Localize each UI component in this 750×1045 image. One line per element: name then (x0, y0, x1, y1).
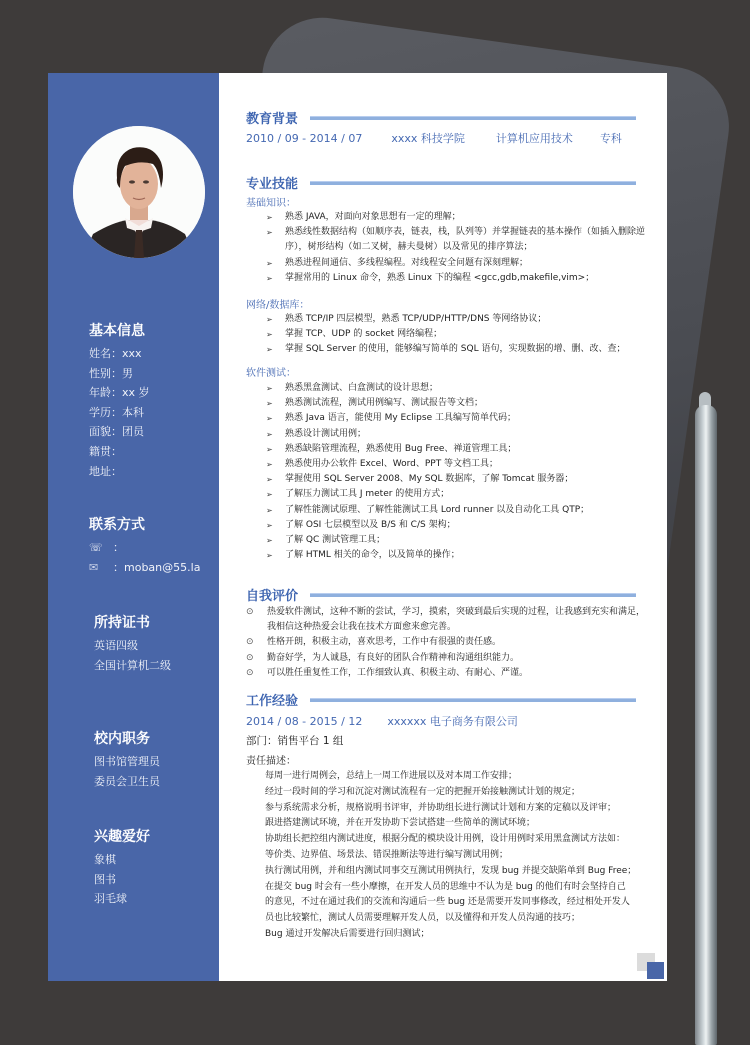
duty-line: 每周一进行周例会，总结上一周工作进展以及对本周工作安排； (265, 771, 518, 781)
phone-value: ： (113, 541, 124, 554)
list-item: ➢ 掌握 TCP、UDP 的 socket 网络编程； (266, 327, 646, 342)
list-item: ➢ 了解 HTML 相关的命令，以及简单的操作； (266, 548, 646, 563)
list-item: ➢ 熟悉设计测试用例； (266, 427, 646, 442)
arrow-bullet-icon: ➢ (266, 444, 273, 454)
list-item: ⊙ 可以胜任重复性工作，工作细致认真、积极主动、有耐心、严谨。 (246, 666, 646, 681)
hobby-item: 图书 (94, 872, 116, 886)
education-title: 教育背景 (246, 112, 299, 127)
work-company: xxxxxx 电子商务有限公司 (387, 715, 518, 728)
contact-title: 联系方式 (89, 517, 145, 533)
list-item: ➢ 了解压力测试工具 J meter 的使用方式； (266, 487, 646, 502)
arrow-bullet-icon: ➢ (266, 429, 273, 439)
circle-dot-bullet-icon: ⊙ (246, 667, 254, 678)
basic-info-section (89, 320, 150, 481)
list-item: ➢ 熟悉使用办公软件 Excel、Word、PPT 等文档工具； (266, 457, 646, 472)
background-pen (695, 405, 717, 1045)
skills-network-list (266, 312, 646, 358)
contact-section (89, 514, 200, 577)
list-item: ➢ 熟悉 TCP/IP 四层模型，熟悉 TCP/UDP/HTTP/DNS 等网络协议； (266, 312, 646, 327)
duty-label: 责任描述： (246, 756, 296, 767)
info-address: 地址： (89, 464, 122, 478)
education-school: xxxx 科技学院 (391, 132, 465, 145)
certificate-item: 全国计算机二级 (94, 658, 171, 672)
hobbies-section (94, 826, 150, 909)
section-divider (310, 698, 636, 702)
campus-role-item: 委员会卫生员 (94, 774, 160, 788)
avatar (73, 126, 205, 258)
list-item: ➢ 熟悉 JAVA，对面向对象思想有一定的理解； (266, 210, 646, 225)
arrow-bullet-icon: ➢ (266, 505, 273, 515)
hobbies-title: 兴趣爱好 (94, 829, 150, 845)
list-item: ➢ 熟悉线性数据结构（如顺序表，链表，栈，队列等）并掌握链表的基本操作（如插入删除逆序），树形结构（如二叉树，赫夫曼树）以及常见的排序算法； (266, 227, 646, 253)
list-item: ➢ 了解 QC 测试管理工具； (266, 533, 646, 548)
arrow-bullet-icon: ➢ (266, 399, 273, 409)
arrow-bullet-icon: ➢ (266, 258, 273, 268)
work-title: 工作经验 (246, 694, 299, 709)
skills-group-label: 网络/数据库： (246, 300, 310, 311)
certificates-section (94, 612, 171, 675)
arrow-bullet-icon: ➢ (266, 315, 273, 324)
info-hometown: 籍贯： (89, 444, 122, 458)
info-age: 年龄：xx 岁 (89, 386, 150, 400)
self-eval-header (246, 585, 636, 604)
duty-line: 参与系统需求分析，规格说明书评审，并协助组长进行测试计划和方案的定稿以及评审； (265, 802, 617, 813)
sidebar (48, 73, 219, 981)
list-item: ➢ 掌握使用 SQL Server 2008、My SQL 数据库，了解 Tomcat 服务器； (266, 472, 646, 487)
list-item: ⊙ 热爱软件测试，这种不断的尝试，学习，摸索，突破到最后实现的过程，让我感到充实和满足，我相信这种热爱会让我在技术方面愈来愈完善。 (246, 607, 646, 633)
list-item: ➢ 了解 OSI 七层模型以及 B/S 和 C/S 架构； (266, 518, 646, 533)
contact-email (89, 558, 200, 578)
work-department: 部门：销售平台 1 组 (246, 735, 344, 747)
info-gender: 性别：男 (89, 366, 133, 380)
education-row (246, 130, 622, 146)
duty-line: 在提交 bug 时会有一些小摩擦，在开发人员的思维中不认为是 bug 的他们有时会坚持自己 (265, 881, 626, 892)
list-item: ⊙ 性格开朗，积极主动，喜欢思考，工作中有很强的责任感。 (246, 635, 646, 650)
campus-roles-section (94, 728, 160, 791)
list-item: ➢ 熟悉进程间通信、多线程编程。对线程安全问题有深刻理解； (266, 256, 646, 271)
campus-roles-title: 校内职务 (94, 731, 150, 747)
campus-role-item: 图书馆管理员 (94, 755, 160, 768)
list-item: ➢ 熟悉黑盒测试、白盒测试的设计思想； (266, 381, 646, 396)
section-divider (310, 593, 636, 597)
section-divider (310, 181, 636, 185)
list-item: ➢ 掌握 SQL Server 的使用，能够编写简单的 SQL 语句，实现数据的增、删、改、查； (266, 342, 646, 357)
corner-decoration-blue (647, 962, 664, 979)
duty-line: 员也比较繁忙，测试人员需要理解开发人员，以及懂得和开发人员沟通的技巧； (265, 913, 581, 924)
arrow-bullet-icon: ➢ (266, 475, 273, 485)
education-period: 2010 / 09 - 2014 / 07 (246, 132, 363, 145)
hobby-item: 羽毛球 (94, 892, 127, 906)
phone-icon: ☏ (89, 541, 103, 554)
hobby-item: 象棋 (94, 853, 116, 866)
arrow-bullet-icon: ➢ (266, 384, 273, 393)
skills-group-label: 基础知识： (246, 198, 296, 209)
list-item: ➢ 熟悉测试流程，测试用例编写、测试报告等文档； (266, 396, 646, 411)
duty-line: Bug 通过开发解决后需要进行回归测试； (265, 928, 430, 939)
circle-dot-bullet-icon: ⊙ (246, 607, 254, 617)
resume-page (48, 73, 667, 981)
list-item: ➢ 了解性能测试原理、了解性能测试工具 Lord runner 以及自动化工具 QTP； (266, 503, 646, 518)
skills-title: 专业技能 (246, 177, 299, 192)
education-degree: 专科 (599, 132, 622, 145)
basic-info-title: 基本信息 (89, 323, 145, 339)
duty-line: 执行测试用例，并和组内测试同事交互测试用例执行，发现 bug 并提交缺陷单到 Bug Free； (265, 865, 637, 876)
arrow-bullet-icon: ➢ (266, 490, 273, 500)
portrait-photo (73, 126, 205, 258)
arrow-bullet-icon: ➢ (266, 213, 273, 222)
skills-header (246, 173, 636, 192)
arrow-bullet-icon: ➢ (266, 330, 273, 340)
skills-group-label: 软件测试： (246, 368, 296, 379)
self-eval-list (246, 605, 646, 681)
info-name: 姓名：xxx (89, 347, 142, 360)
email-icon: ✉ (89, 560, 99, 574)
duties-list (265, 769, 650, 943)
arrow-bullet-icon: ➢ (266, 460, 273, 470)
info-political-status: 面貌：团员 (89, 425, 144, 439)
duty-line: 的意见，不过在通过我们的交流和沟通后一些 bug 还是需要开发同事修改，经过相处开发人 (265, 897, 630, 908)
work-header (246, 690, 636, 709)
duty-line: 经过一段时间的学习和沉淀对测试流程有一定的把握开始接触测试计划的规定； (265, 786, 581, 797)
certificate-item: 英语四级 (94, 639, 138, 652)
circle-dot-bullet-icon: ⊙ (246, 652, 254, 663)
work-row (246, 713, 518, 729)
section-divider (310, 116, 636, 120)
duty-line: 等价类、边界值、场景法、错误推断法等进行编写测试用例； (265, 849, 509, 860)
duty-line: 跟进搭建测试环境，并在开发协助下尝试搭建一些简单的测试环境； (265, 818, 536, 829)
duty-line: 协助组长把控组内测试进度，根据分配的模块设计用例，设计用例时采用黑盒测试方法如： (265, 834, 626, 845)
arrow-bullet-icon: ➢ (266, 520, 273, 530)
self-eval-title: 自我评价 (246, 589, 299, 604)
list-item: ➢ 熟悉缺陷管理流程，熟悉使用 Bug Free、禅道管理工具； (266, 442, 646, 457)
arrow-bullet-icon: ➢ (266, 273, 273, 283)
circle-dot-bullet-icon: ⊙ (246, 637, 254, 648)
email-value[interactable]: ：moban@55.la (113, 560, 201, 574)
certificates-title: 所持证书 (94, 615, 150, 631)
list-item: ⊙ 勤奋好学，为人诚恳，有良好的团队合作精神和沟通组织能力。 (246, 651, 646, 666)
arrow-bullet-icon: ➢ (266, 345, 273, 355)
skills-basic-list (266, 210, 646, 286)
arrow-bullet-icon: ➢ (266, 414, 273, 424)
arrow-bullet-icon: ➢ (266, 536, 273, 546)
arrow-bullet-icon: ➢ (266, 551, 273, 561)
education-header (246, 108, 636, 127)
arrow-bullet-icon: ➢ (266, 228, 273, 238)
education-major: 计算机应用技术 (495, 132, 573, 145)
info-education: 学历：本科 (89, 405, 144, 419)
list-item: ➢ 掌握常用的 Linux 命令，熟悉 Linux 下的编程 <gcc,gdb,makefile,vim>； (266, 271, 646, 286)
contact-phone (89, 538, 200, 558)
skills-testing-list (266, 381, 646, 563)
work-period: 2014 / 08 - 2015 / 12 (246, 715, 363, 728)
list-item: ➢ 熟悉 Java 语言，能使用 My Eclipse 工具编写简单代码； (266, 411, 646, 426)
